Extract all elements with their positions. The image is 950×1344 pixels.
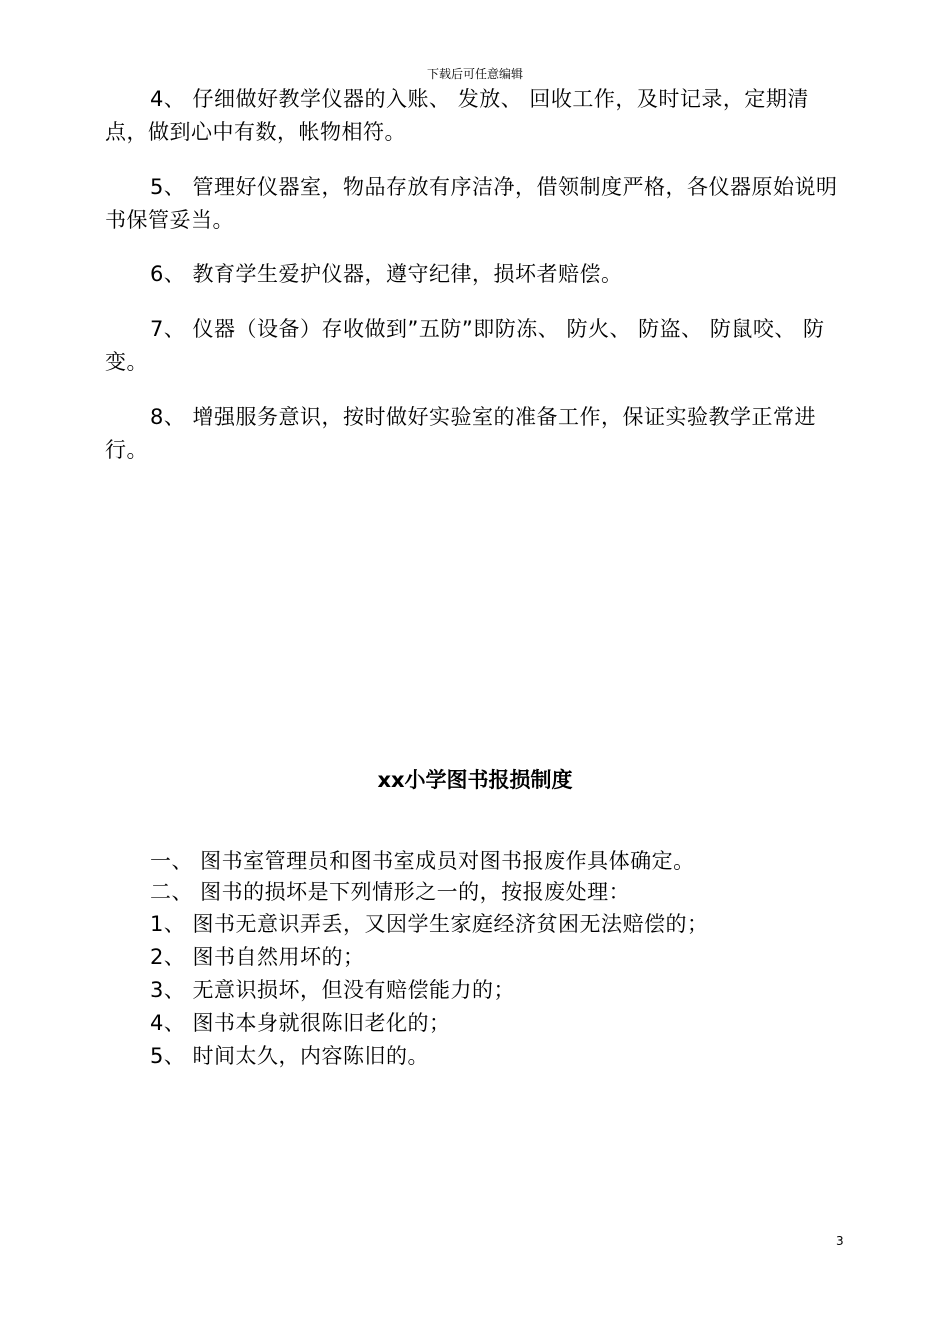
- rule-item-5: 5、 时间太久，内容陈旧的。: [150, 1044, 430, 1068]
- page-number: 3: [836, 1234, 844, 1248]
- paragraph-item-7: 7、 仪器（设备）存收做到”五防”即防冻、 防火、 防盗、 防鼠咬、 防变。: [105, 317, 825, 374]
- header-note: 下载后可任意编辑: [426, 67, 523, 81]
- rule-item-1: 1、 图书无意识弄丢，又因学生家庭经济贫困无法赔偿的；: [150, 912, 709, 936]
- paragraph-item-5: 5、 管理好仪器室，物品存放有序洁净，借领制度严格，各仪器原始说明书保管妥当。: [105, 175, 838, 232]
- paragraph-item-8: 8、 增强服务意识，按时做好实验室的准备工作，保证实验教学正常进行。: [105, 405, 817, 462]
- rule-item-2: 2、 图书自然用坏的；: [150, 945, 365, 969]
- rule-item-4: 4、 图书本身就很陈旧老化的；: [150, 1011, 451, 1035]
- rule-line-2: 二、 图书的损坏是下列情形之一的，按报废处理：: [150, 880, 631, 904]
- paragraph-item-4: 4、 仔细做好教学仪器的入账、 发放、 回收工作，及时记录，定期清点，做到心中有数，帐物相符。: [105, 87, 809, 144]
- paragraph-item-6: 6、 教育学生爱护仪器，遵守纪律，损坏者赔偿。: [150, 262, 623, 286]
- rule-line-1: 一、 图书室管理员和图书室成员对图书报废作具体确定。: [150, 849, 695, 873]
- section-title: xx小学图书报损制度: [377, 768, 573, 792]
- rule-item-3: 3、 无意识损坏，但没有赔偿能力的；: [150, 978, 516, 1002]
